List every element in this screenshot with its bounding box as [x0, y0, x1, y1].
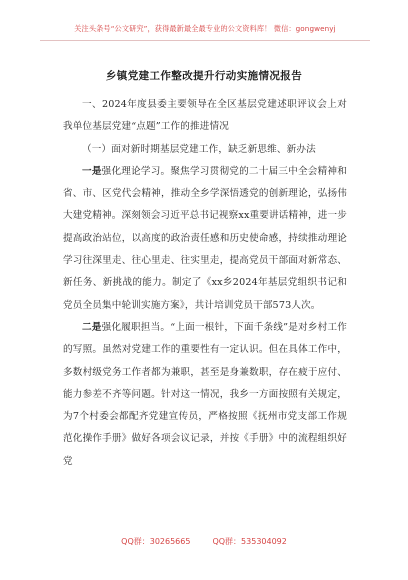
- footer-qq-group-1: QQ群：30265665: [121, 537, 191, 546]
- paragraph-text: 强化履职担当。“上面一根针，下面千条线”是对乡村工作的写照。虽然对党建工作的重要性有一定认识。但在具体工作中，多数村级党务工作者都为兼职，甚至是身兼数职，存在疲于应付、能力参差不齐等问题。针对这一情况，我乡一方面按照有关规定，为7个村委会都配齐党建宣传员，严格按照《抚州市党支部工作规范化操作手册》做好各项会议记录，并按《手册》中的流程组织好党: [63, 321, 347, 467]
- page-header: [40, 22, 370, 41]
- page-footer: [0, 536, 408, 547]
- paragraph-text: 强化理论学习。聚焦学习贯彻党的二十届三中全会精神和省、市、区党代会精神，推动全乡学深悟透党的创新理论，弘扬伟大建党精神。深刻领会习近平总书记视察xx重要讲话精神，进一步提高政治站位，以高度的政治责任感和历史使命感，持续推动理论学习往深里走、往心里走、往实里走，提高党员干部面对新常态、新任务、新挑战的能力。制定了《xx乡2024年基层党组织书记和党员全员集中轮训实施方案》，共计培训党员干部573人次。: [63, 165, 347, 311]
- paragraph-duty-responsibility: [63, 317, 347, 473]
- document-title: 乡镇党建工作整改提升行动实施情况报告: [105, 70, 303, 82]
- document-body: [63, 94, 347, 473]
- paragraph-lead: 二是: [82, 321, 102, 333]
- section-heading: 一、2024年度县委主要领导在全区基层党建述职评议会上对我单位基层党建“点题”工作的推进情况: [63, 99, 347, 133]
- footer-qq-group-2: QQ群：535304092: [212, 537, 287, 546]
- sub-heading: （一）面对新时期基层党建工作，缺乏新思维、新办法: [82, 143, 316, 155]
- header-promo-text: 关注头条号“公文研究”，获得最新最全最专业的公文资料库！ 微信：gongwenyj: [74, 24, 336, 33]
- paragraph-lead: 一是: [82, 165, 102, 177]
- paragraph-theory-study: [63, 161, 347, 317]
